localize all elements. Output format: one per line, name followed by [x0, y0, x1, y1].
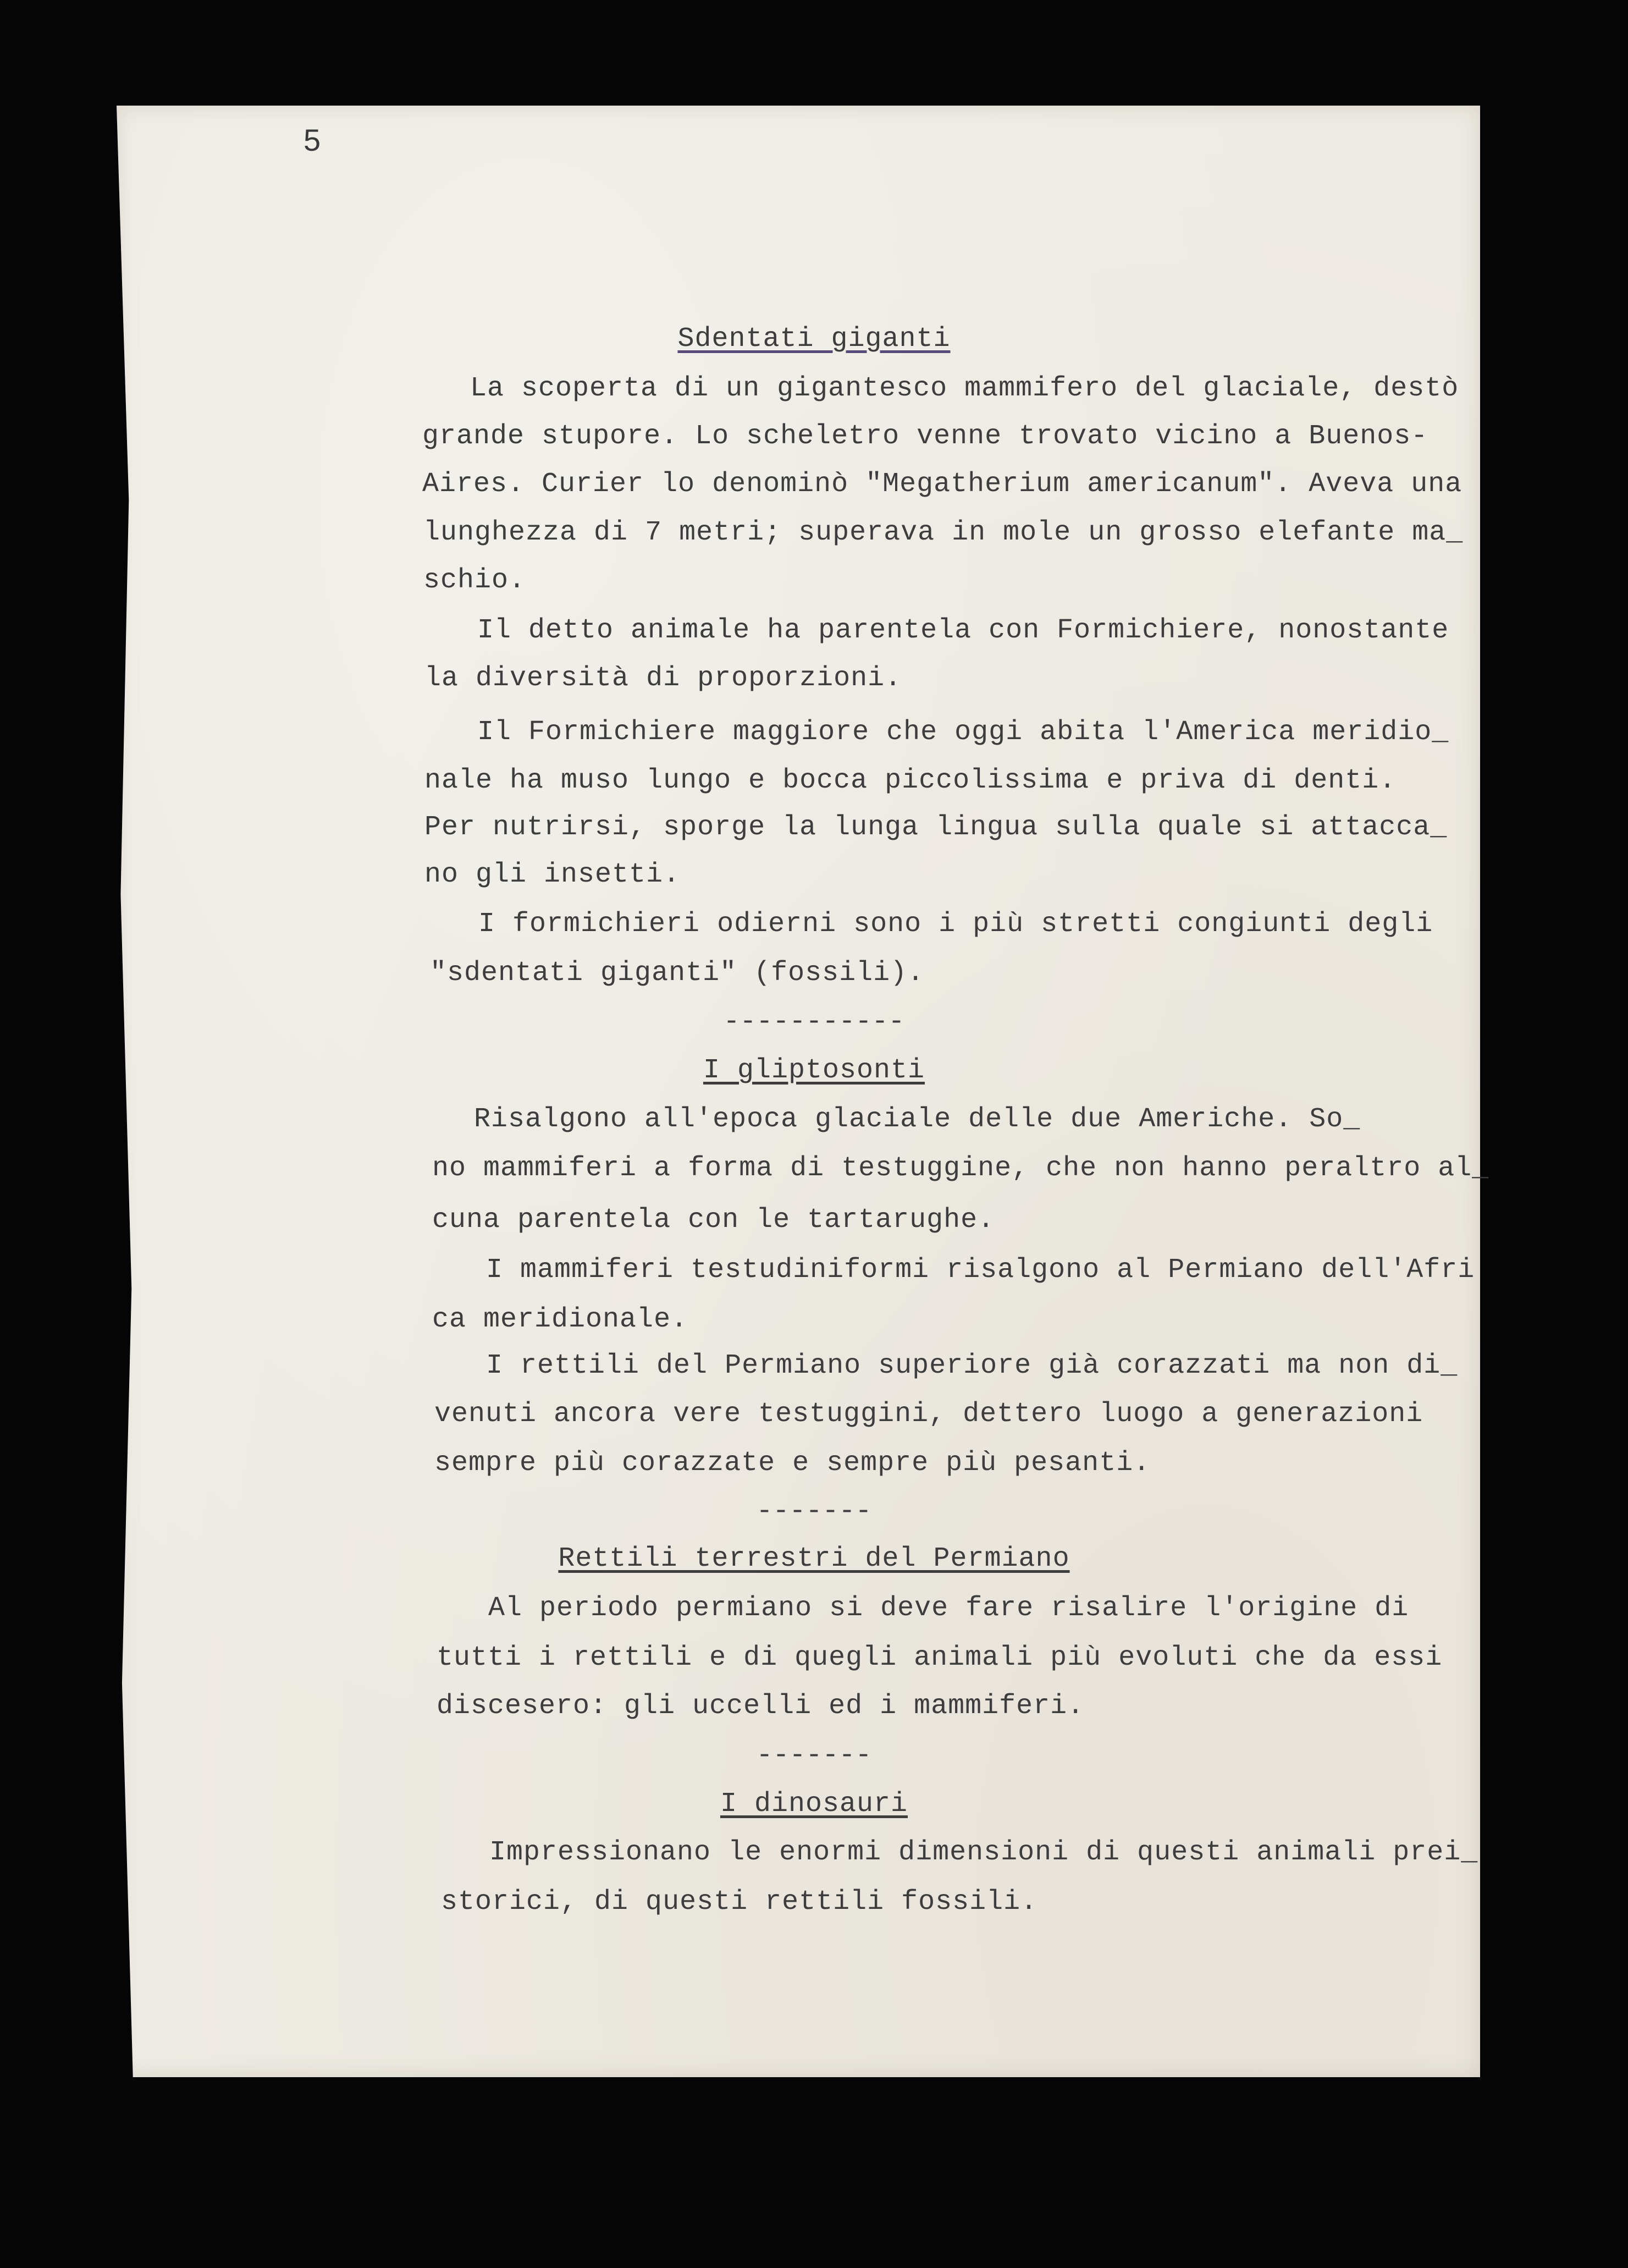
- text-line: sempre più corazzate e sempre più pesanti.: [434, 1447, 1151, 1479]
- text-line: nale ha muso lungo e bocca piccolissima e priva di denti.: [424, 765, 1397, 796]
- text-line: Il Formichiere maggiore che oggi abita l'America meridio_: [477, 717, 1449, 748]
- text-line: I mammiferi testudiniformi risalgono al Permiano dell'Afri: [486, 1254, 1475, 1286]
- text-line: no gli insetti.: [424, 859, 681, 890]
- text-line: Impressionano le enormi dimensioni di questi animali prei_: [489, 1837, 1478, 1868]
- text-line: "sdentati giganti" (fossili).: [430, 957, 925, 989]
- text-line: no mammiferi a forma di testuggine, che non hanno peraltro al_: [432, 1153, 1489, 1184]
- section-title-rettili-terrestri: Rettili terrestri del Permiano: [558, 1543, 1070, 1575]
- text-line: ca meridionale.: [432, 1304, 688, 1335]
- text-line: La scoperta di un gigantesco mammifero del glaciale, destò: [470, 373, 1459, 404]
- section-separator: -----------: [723, 1006, 905, 1038]
- section-title-sdentati-giganti: Sdentati giganti: [677, 323, 951, 355]
- text-line: storici, di questi rettili fossili.: [441, 1886, 1038, 1918]
- section-separator: -------: [756, 1740, 872, 1771]
- text-line: Il detto animale ha parentela con Formichiere, nonostante: [477, 615, 1449, 646]
- text-line: Al periodo permiano si deve fare risalire l'origine di: [488, 1593, 1409, 1624]
- text-line: Aires. Curier lo denominò "Megatherium americanum". Aveva una: [422, 469, 1463, 500]
- text-line: venuti ancora vere testuggini, dettero luogo a generazioni: [434, 1399, 1423, 1430]
- text-line: I formichieri odierni sono i più stretti congiunti degli: [478, 909, 1433, 940]
- text-line: lunghezza di 7 metri; superava in mole un grosso elefante ma_: [423, 517, 1464, 548]
- section-separator: -------: [756, 1496, 872, 1527]
- text-line: I rettili del Permiano superiore già corazzati ma non di_: [486, 1350, 1458, 1381]
- text-line: discesero: gli uccelli ed i mammiferi.: [437, 1691, 1085, 1722]
- text-line: tutti i rettili e di quegli animali più evoluti che da essi: [437, 1642, 1443, 1674]
- section-title-i-gliptosonti: I gliptosonti: [703, 1055, 925, 1086]
- section-title-i-dinosauri: I dinosauri: [720, 1788, 908, 1820]
- text-line: schio.: [423, 565, 526, 596]
- page-number: 5: [303, 123, 321, 157]
- text-line: Risalgono all'epoca glaciale delle due Americhe. So_: [474, 1104, 1361, 1135]
- text-line: cuna parentela con le tartarughe.: [432, 1204, 995, 1236]
- text-line: Per nutrirsi, sporge la lunga lingua sulla quale si attacca_: [424, 812, 1448, 843]
- text-line: la diversità di proporzioni.: [424, 663, 902, 694]
- text-line: grande stupore. Lo scheletro venne trovato vicino a Buenos-: [422, 421, 1428, 452]
